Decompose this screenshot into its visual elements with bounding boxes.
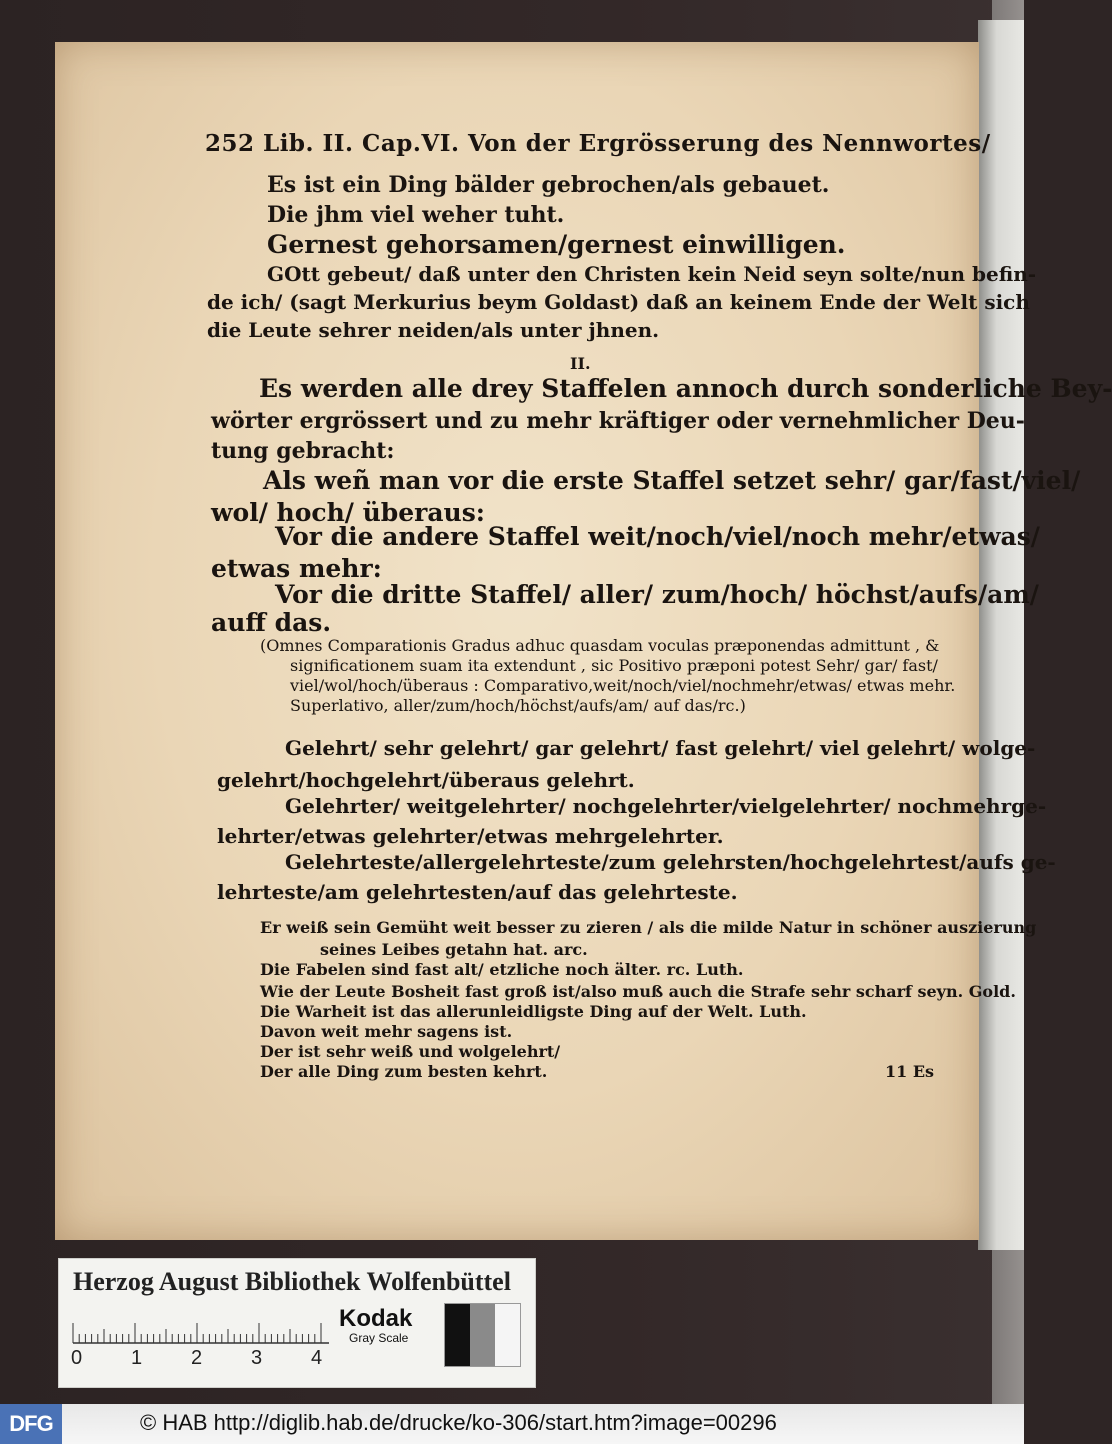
kodak-logo: Kodak	[339, 1305, 413, 1332]
body-line: auff das.	[211, 608, 332, 637]
quote-line: Davon weit mehr sagens ist.	[260, 1022, 513, 1041]
latin-line: Superlativo, aller/zum/hoch/höchst/aufs/am/ auf das/rc.)	[290, 696, 746, 715]
body-line: Vor die andere Staffel weit/noch/viel/noch mehr/etwas/	[275, 522, 1040, 551]
text-line: de ich/ (sagt Merkurius beym Goldast) daß an keinem Ende der Welt sich	[207, 290, 1030, 314]
ruler-number: 1	[131, 1347, 143, 1369]
text-line: Gernest gehorsamen/gernest einwilligen.	[267, 230, 846, 259]
example-line: Gelehrteste/allergelehrteste/zum gelehrsten/hochgelehrtest/aufs ge-	[285, 850, 1056, 874]
quote-line: seines Leibes getahn hat. arc.	[320, 940, 588, 959]
latin-line: significationem suam ita extendunt , sic Positivo præponi potest Sehr/ gar/ fast/	[290, 656, 938, 675]
body-line: tung gebracht:	[211, 438, 395, 464]
quote-line: Er weiß sein Gemüht weit besser zu zieren / als die milde Natur in schöner auszierung	[260, 918, 1037, 937]
quote-line: Der ist sehr weiß und wolgelehrt/	[260, 1042, 561, 1061]
library-label-card	[58, 1258, 536, 1388]
quote-line: Die Fabelen sind fast alt/ etzliche noch älter. rc. Luth.	[260, 960, 744, 979]
quote-line: Wie der Leute Bosheit fast groß ist/also muß auch die Strafe sehr scharf seyn. Gold.	[260, 982, 1016, 1001]
book-page	[55, 42, 1112, 1240]
quote-line: Die Warheit ist das allerunleidligste Ding auf der Welt. Luth.	[260, 1002, 807, 1021]
dfg-logo: DFG	[0, 1404, 62, 1444]
text-line: die Leute sehrer neiden/als unter jhnen.	[207, 318, 660, 342]
page-text	[55, 42, 1112, 1240]
quote-line: Der alle Ding zum besten kehrt.	[260, 1062, 548, 1081]
example-line: gelehrt/hochgelehrt/überaus gelehrt.	[217, 768, 635, 792]
body-line: Es werden alle drey Staffelen annoch durch sonderliche Bey-	[259, 374, 1112, 403]
latin-line: viel/wol/hoch/überaus : Comparativo,weit/noch/viel/nochmehr/etwas/ etwas mehr.	[290, 676, 956, 695]
swatch-black	[445, 1304, 470, 1366]
latin-line: (Omnes Comparationis Gradus adhuc quasdam voculas præponendas admittunt , &	[260, 636, 940, 655]
library-name: Herzog August Bibliothek Wolfenbüttel	[73, 1267, 511, 1296]
section-number: II.	[570, 354, 591, 373]
swatch-gray	[470, 1304, 495, 1366]
copyright-link[interactable]: © HAB http://diglib.hab.de/drucke/ko-306/start.htm?image=00296	[140, 1410, 777, 1435]
body-line: Als weñ man vor die erste Staffel setzet sehr/ gar/fast/viel/	[263, 466, 1081, 495]
gray-scale-label: Gray Scale	[349, 1331, 409, 1345]
ruler-numbers	[71, 1347, 341, 1373]
running-head: 252 Lib. II. Cap.VI. Von der Ergrösserung des Nennwortes/	[205, 130, 991, 157]
example-line: Gelehrt/ sehr gelehrt/ gar gelehrt/ fast gelehrt/ viel gelehrt/ wolge-	[285, 736, 1036, 760]
body-line: wörter ergrössert und zu mehr kräftiger oder vernehmlicher Deu-	[211, 408, 1025, 434]
page-edge-strip	[978, 20, 1024, 1250]
text-line: Es ist ein Ding bälder gebrochen/als gebauet.	[267, 172, 830, 198]
measurement-ruler	[73, 1309, 329, 1345]
gray-scale-swatches	[444, 1303, 521, 1367]
ruler-number: 4	[311, 1347, 323, 1369]
example-line: lehrteste/am gelehrtesten/auf das gelehrteste.	[217, 880, 738, 904]
example-line: Gelehrter/ weitgelehrter/ nochgelehrter/vielgelehrter/ nochmehrge-	[285, 794, 1047, 818]
swatch-white	[495, 1304, 520, 1366]
text-line: GOtt gebeut/ daß unter den Christen kein Neid seyn solte/nun befin-	[267, 262, 1037, 286]
text-line: Die jhm viel weher tuht.	[267, 202, 565, 228]
body-line: etwas mehr:	[211, 554, 382, 583]
ruler-number: 3	[251, 1347, 263, 1369]
body-line: wol/ hoch/ überaus:	[211, 498, 486, 527]
catchword: 11 Es	[885, 1062, 935, 1081]
ruler-number: 2	[191, 1347, 203, 1369]
body-line: Vor die dritte Staffel/ aller/ zum/hoch/ höchst/aufs/am/	[275, 580, 1039, 609]
example-line: lehrter/etwas gelehrter/etwas mehrgelehrter.	[217, 824, 724, 848]
ruler-number: 0	[71, 1347, 83, 1369]
